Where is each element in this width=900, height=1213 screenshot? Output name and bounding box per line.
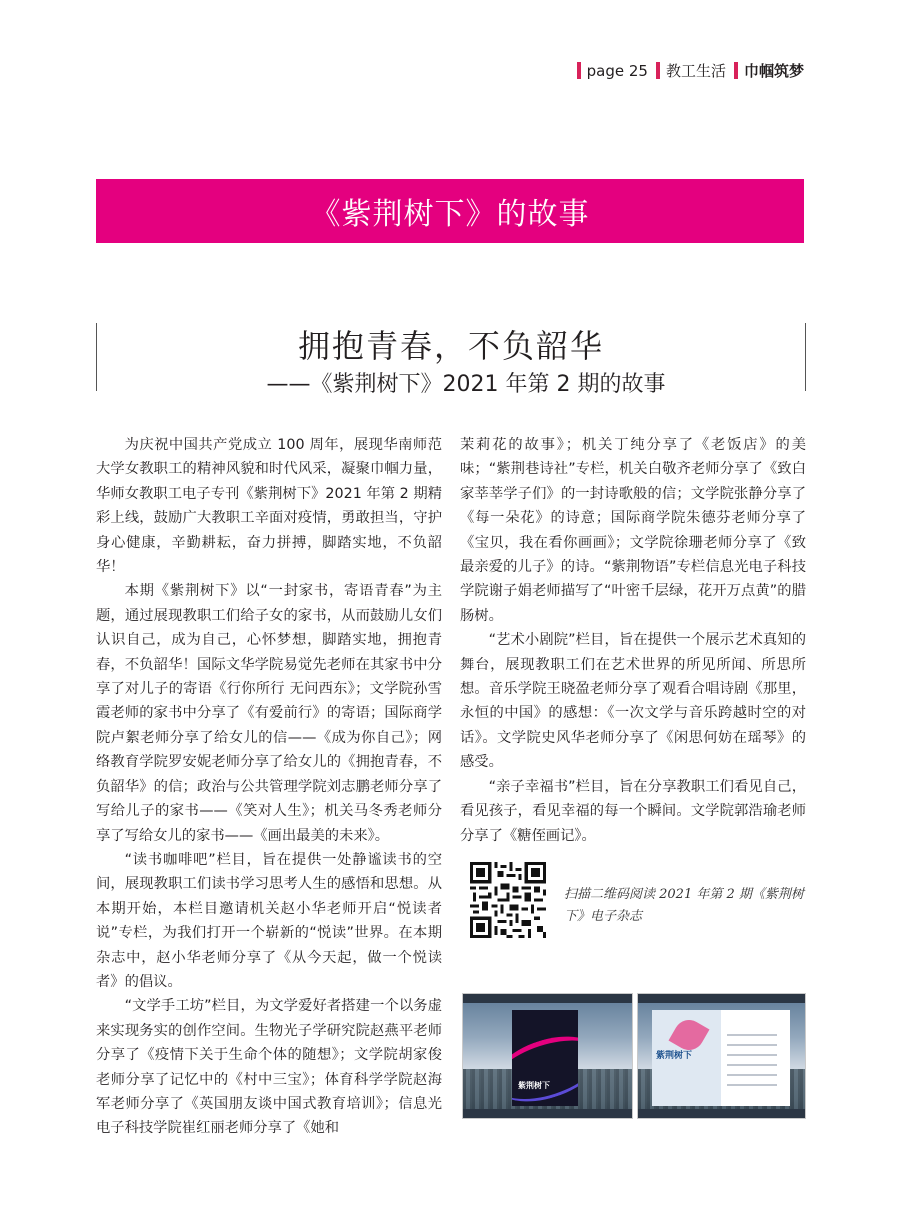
toc-line [727, 1074, 777, 1076]
qr-section [470, 862, 804, 940]
paragraph: 本期《紫荆树下》以“一封家书，寄语青春”为主题，通过展现教职工们给子女的家书，从而鼓励儿女们认识自己，成为自己，心怀梦想，脚踏实地，拥抱青春，不负韶华！国际文华学院易觉先老师在其家书中分享了对儿子的寄语《行你所行 无问西东》；文学院孙雪霞老师的家书中分享了《有爱前行》的寄语；国际商学院卢絮老师分享了给女儿的信——《成为你自己》；网络教育学院罗安妮老师分享了给女儿的《拥抱青春，不负韶华》的信；政治与公共管理学院刘志鹏老师分享了写给儿子的家书——《笑对人生》；机关马冬秀老师分享了写给女儿的家书——《画出最美的未来》。 [96, 583, 442, 844]
header-bar-icon [577, 62, 581, 79]
cover-title: 紫荆树下 [518, 1081, 550, 1090]
toc-line [727, 1034, 777, 1036]
magazine-spread [652, 1010, 790, 1106]
viewer-controls [463, 1109, 632, 1118]
toc-line [727, 1084, 777, 1086]
article-title-block [96, 323, 806, 397]
header-bar-icon [734, 62, 738, 79]
viewer-toolbar [463, 994, 632, 1003]
magazine-spread-thumbnail[interactable] [637, 993, 806, 1119]
viewer-controls [638, 1109, 805, 1118]
viewer-toolbar [638, 994, 805, 1003]
qr-code-icon[interactable] [470, 862, 546, 938]
column-name: 巾帼筑梦 [743, 62, 804, 80]
left-column [96, 433, 442, 1141]
spread-title: 紫荆树下 [656, 1051, 693, 1061]
spread-right-page [721, 1010, 790, 1106]
article-title: 拥抱青春，不负韶华 [297, 327, 604, 365]
section-name: 教工生活 [665, 62, 726, 80]
paragraph: “读书咖啡吧”栏目，旨在提供一处静谧读书的空间，展现教职工们读书学习思考人生的感悟和思想。从本期开始，本栏目邀请机关赵小华老师开启“悦读者说”专栏，为我们打开一个崭新的“悦读”世界。在本期杂志中，赵小华老师分享了《从今天起，做一个悦读者》的倡议。 [96, 851, 442, 990]
page-number: page 25 [586, 61, 648, 80]
magazine-cover-thumbnail[interactable] [462, 993, 633, 1119]
paragraph: 为庆祝中国共产党成立 100 周年，展现华南师范大学女教职工的精神风貌和时代风采，凝聚巾帼力量，华师女教职工电子专刊《紫荆树下》2021 年第 2 期精彩上线，鼓励广大教职工辛面对疫情，勇敢担当，守护身心健康，辛勤耕耘，奋力拼搏，脚踏实地，不负韶华！ [96, 437, 442, 576]
paragraph: “亲子幸福书”栏目，旨在分享教职工们看见自己，看见孩子，看见幸福的每一个瞬间。文学院郭浩瑜老师分享了《糖侄画记》。 [460, 778, 806, 844]
magazine-cover [512, 1010, 578, 1106]
section-banner [96, 179, 804, 243]
toc-line [727, 1064, 777, 1066]
spread-left-page [652, 1010, 721, 1106]
article-subtitle: ——《紫荆树下》2021 年第 2 期的故事 [266, 372, 666, 397]
paragraph: “艺术小剧院”栏目，旨在提供一个展示艺术真知的舞台，展现教职工们在艺术世界的所见所闻、所思所想。音乐学院王晓盈老师分享了观看合唱诗剧《那里，永恒的中国》的感想：《一次文学与音乐跨越时空的对话》。文学院史风华老师分享了《闲思何妨在瑶琴》的感受。 [460, 632, 806, 771]
paragraph-continuation: 茉莉花的故事》；机关丁纯分享了《老饭店》的美味；“紫荆巷诗社”专栏，机关白敬齐老师分享了《致白家莘莘学子们》的一封诗歌般的信；文学院张静分享了《每一朵花》的诗意；国际商学院朱德芬老师分享了《宝贝，我在看你画画》；文学院徐珊老师分享了《致最亲爱的儿子》的诗。“紫荆物语”专栏信息光电子科技学院谢子娟老师描写了“叶密千层绿，花开万点黄”的腊肠树。 [460, 437, 806, 624]
banner-title: 《紫荆树下》的故事 [310, 197, 590, 232]
right-column [460, 433, 806, 848]
header-bar-icon [656, 62, 660, 79]
qr-caption: 扫描二维码阅读 2021 年第 2 期《紫荆树下》电子杂志 [564, 887, 804, 924]
toc-line [727, 1054, 777, 1056]
cover-swirl-icon [512, 1024, 578, 1106]
running-header [569, 60, 804, 81]
toc-line [727, 1044, 777, 1046]
paragraph: “文学手工坊”栏目，为文学爱好者搭建一个以务虚来实现务实的创作空间。生物光子学研究院赵燕平老师分享了《疫情下关于生命个体的随想》；文学院胡家俊老师分享了记忆中的《村中三宝》；体育科学学院赵海军老师分享了《英国朋友谈中国式教育培训》；信息光电子科技学院崔红丽老师分享了《她和 [96, 998, 442, 1137]
